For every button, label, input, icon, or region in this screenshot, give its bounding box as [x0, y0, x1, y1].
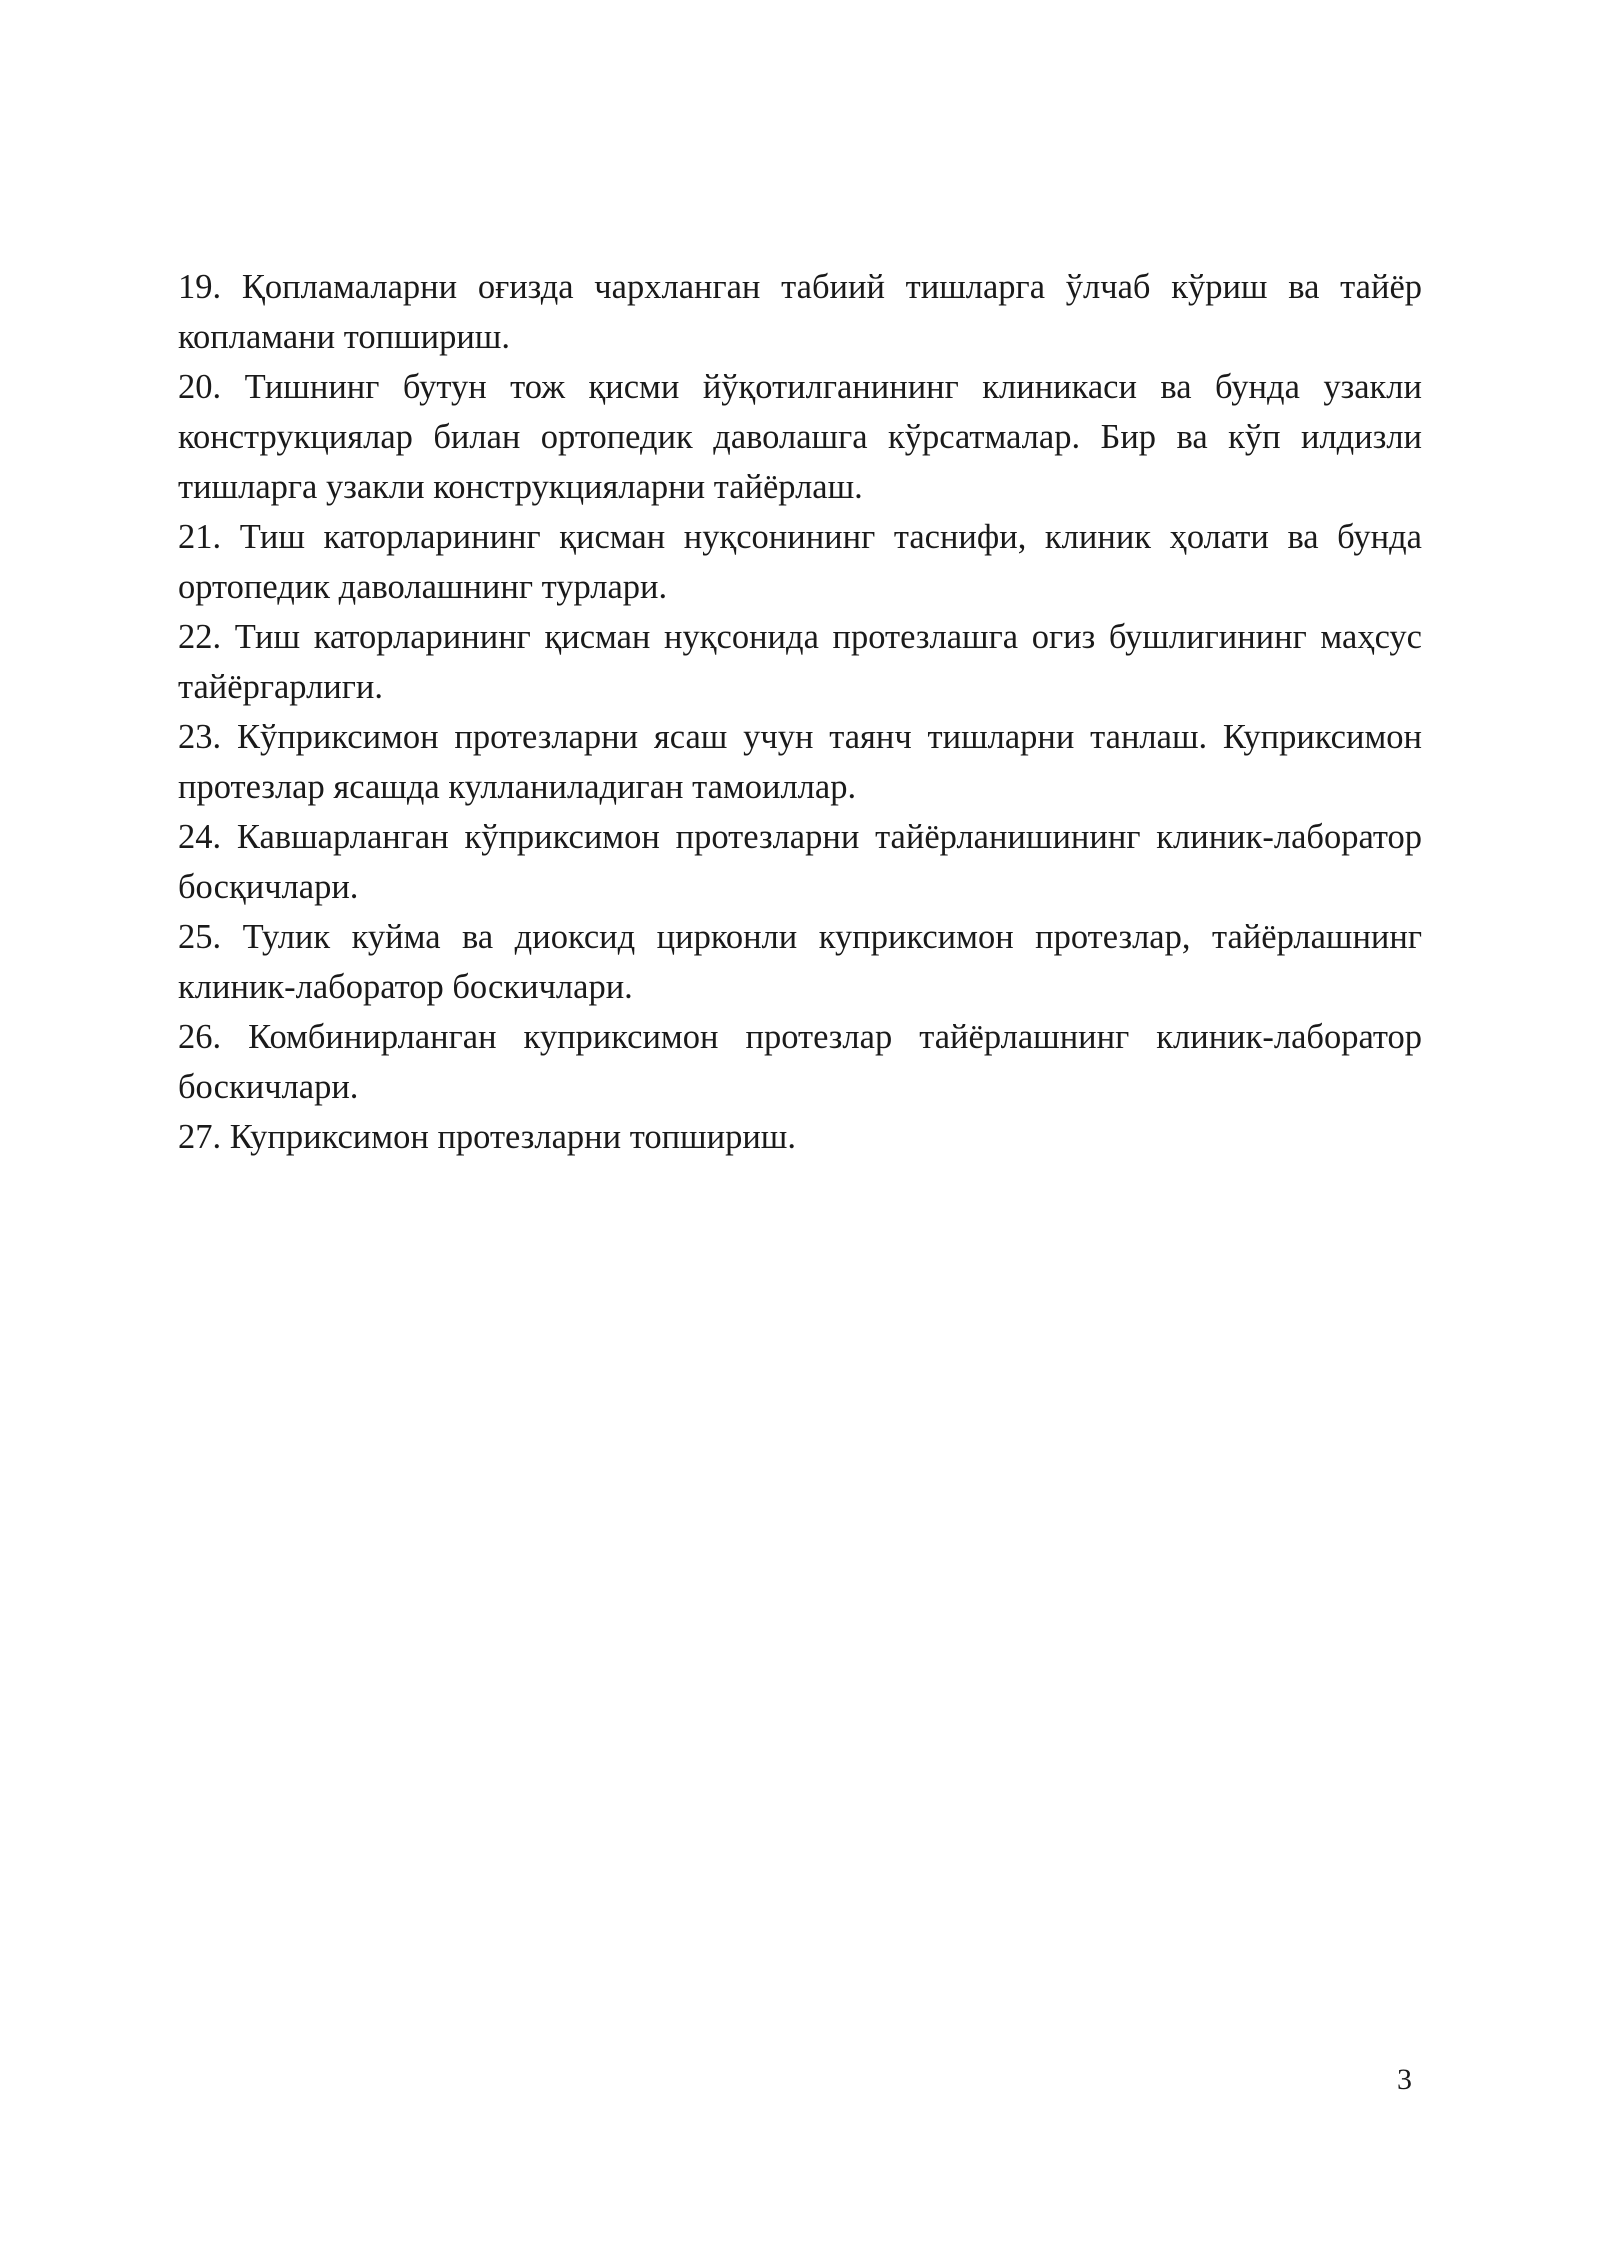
list-item: [178, 362, 1422, 512]
list-item: [178, 1012, 1422, 1112]
item-number: 21.: [178, 518, 222, 556]
item-text: Тишнинг бутун тож қисми йўқотилганининг клиникаси ва бунда узакли конструкциялар билан ортопедик даволашга кўрсатмалар. Бир ва кўп илдизли тишларга узакли конструкцияларни тайёрлаш.: [178, 368, 1422, 506]
page-number: 3: [1397, 2063, 1412, 2096]
item-number: 24.: [178, 818, 222, 856]
list-item: [178, 1112, 1422, 1162]
item-text: Кўприксимон протезларни ясаш учун таянч тишларни танлаш. Куприксимон протезлар ясашда кулланиладиган тамоиллар.: [178, 718, 1422, 806]
item-text: Тиш каторларининг қисман нуқсонида протезлашга огиз бушлигининг маҳсус тайёргарлиги.: [178, 618, 1422, 706]
item-text: Комбинирланган куприксимон протезлар тайёрлашнинг клиник-лаборатор боскичлари.: [178, 1018, 1423, 1106]
item-number: 22.: [178, 618, 222, 656]
list-item: [178, 812, 1422, 912]
item-text: Тулик куйма ва диоксид цирконли куприксимон протезлар, тайёрлашнинг клиник-лаборатор боскичлари.: [178, 918, 1423, 1006]
item-number: 27.: [178, 1118, 222, 1156]
list-item: [178, 912, 1422, 1012]
item-number: 26.: [178, 1018, 222, 1056]
item-text: Кавшарланган кўприксимон протезларни тайёрланишининг клиник-лаборатор босқичлари.: [178, 818, 1422, 906]
item-text: Тиш каторларининг қисман нуқсонининг таснифи, клиник ҳолати ва бунда ортопедик даволашнинг турлари.: [178, 518, 1422, 606]
item-number: 25.: [178, 918, 222, 956]
numbered-list: [178, 262, 1422, 1162]
item-number: 19.: [178, 268, 222, 306]
list-item: [178, 712, 1422, 812]
item-text: Қопламаларни оғизда чархланган табиий тишларга ўлчаб кўриш ва тайёр копламани топшириш.: [178, 268, 1423, 356]
item-text: Куприксимон протезларни топшириш.: [229, 1118, 796, 1156]
list-item: [178, 512, 1422, 612]
item-number: 20.: [178, 368, 222, 406]
item-number: 23.: [178, 718, 222, 756]
list-item: [178, 262, 1422, 362]
list-item: [178, 612, 1422, 712]
